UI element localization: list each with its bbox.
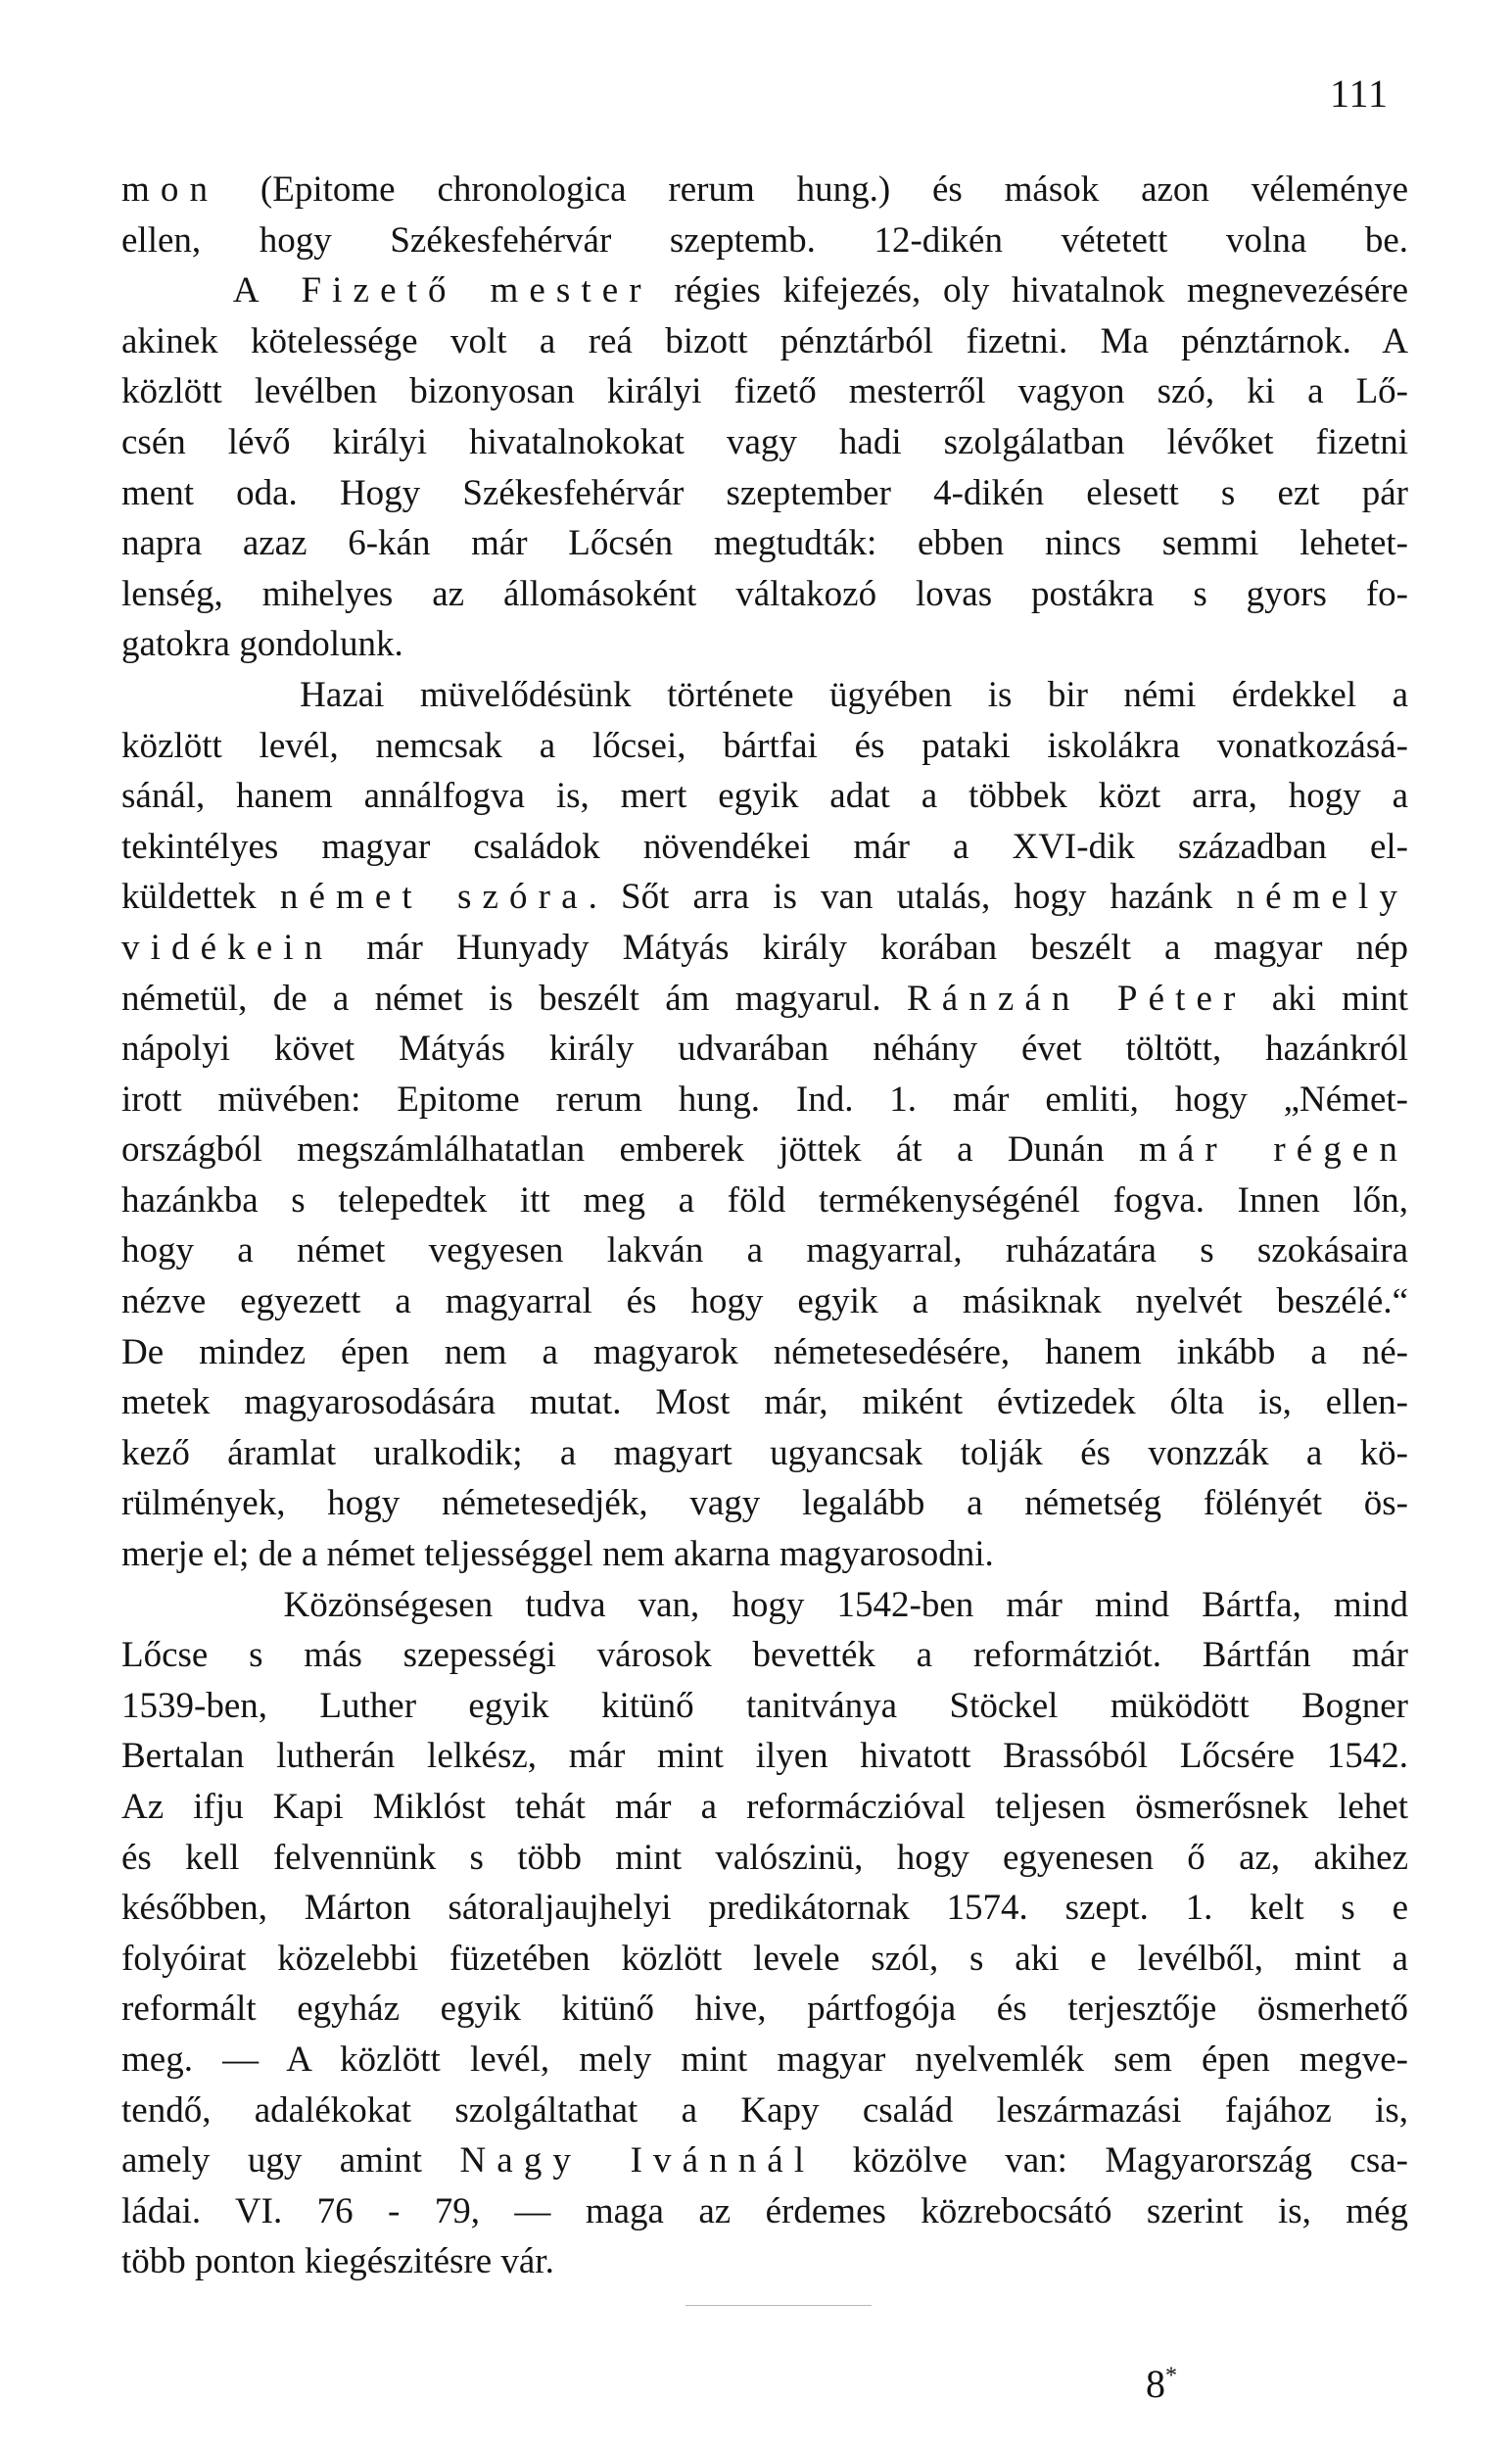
text-line: nápolyi követ Mátyás király udvarában néhány évet töltött, hazánkról — [121, 1029, 1408, 1070]
text-line: küldettek német szóra. Sőt arra is van utalás, hogy hazánk némely — [121, 877, 1408, 918]
signature-number: 8 — [1146, 2362, 1165, 2406]
text-line: lenség, mihelyes az állomásoként váltakozó lovas postákra s gyors fo- — [121, 573, 1408, 614]
text-line: Közönségesen tudva van, hogy 1542-ben már mind Bártfa, mind — [121, 1584, 1408, 1625]
body-text — [121, 165, 1408, 2287]
text-line: közlött levél, nemcsak a lőcsei, bártfai és pataki iskolákra vonatkozásá- — [121, 725, 1408, 766]
text-line: 1539-ben, Luther egyik kitünő tanitványa Stöckel müködött Bogner — [121, 1685, 1408, 1726]
text-line: irott müvében: Epitome rerum hung. Ind. 1. már emliti, hogy „Német- — [121, 1079, 1408, 1120]
text-line: tekintélyes magyar családok növendékei már a XVI-dik században el- — [121, 826, 1408, 867]
text-line: sánál, hanem annálfogva is, mert egyik adat a többek közt arra, hogy a — [121, 776, 1408, 817]
text-line: hazánkba s telepedtek itt meg a föld termékenységénél fogva. Innen lőn, — [121, 1179, 1408, 1221]
text-line: Az ifju Kapi Miklóst tehát már a reformáczióval teljesen ösmerősnek lehet — [121, 1787, 1408, 1827]
signature-star: * — [1165, 2363, 1177, 2389]
text-line: közlött levélben bizonyosan királyi fizető mesterről vagyon szó, ki a Lő- — [121, 371, 1408, 412]
text-line: metek magyarosodására mutat. Most már, miként évtizedek ólta is, ellen- — [121, 1382, 1408, 1423]
text-line: ládai. VI. 76 - 79, — maga az érdemes közrebocsátó szerint is, még — [121, 2190, 1408, 2231]
page-number: 111 — [1330, 72, 1390, 116]
text-line: későbben, Márton sátoraljaujhelyi predikátornak 1574. szept. 1. kelt s e — [121, 1888, 1408, 1929]
text-line: merje el; de a német teljességgel nem akarna magyarosodni. — [121, 1534, 994, 1575]
text-line: országból megszámlálhatatlan emberek jöttek át a Dunán már régen — [121, 1129, 1408, 1171]
text-line: ellen, hogy Székesfehérvár szeptemb. 12-dikén vétetett volna be. — [121, 219, 1408, 261]
text-line: Hazai müvelődésünk története ügyében is bir némi érdekkel a — [121, 674, 1408, 715]
text-line: akinek kötelessége volt a reá bizott pénztárból fizetni. Ma pénztárnok. A — [121, 320, 1408, 361]
text-line: vidékein már Hunyady Mátyás király korában beszélt a magyar nép — [121, 927, 1408, 968]
text-line: hogy a német vegyesen lakván a magyarral, ruházatára s szokásaira — [121, 1230, 1408, 1271]
text-line: csén lévő királyi hivatalnokokat vagy hadi szolgálatban lévőket fizetni — [121, 421, 1408, 462]
text-line: ment oda. Hogy Székesfehérvár szeptember 4-dikén elesett s ezt pár — [121, 472, 1408, 513]
text-line: Lőcse s más szepességi városok bevették a reformátziót. Bártfán már — [121, 1635, 1408, 1676]
text-line: kező áramlat uralkodik; a magyart ugyancsak tolják és vonzzák a kö- — [121, 1432, 1408, 1473]
text-line: reformált egyház egyik kitünő hive, pártfogója és terjesztője ösmerhető — [121, 1989, 1408, 2030]
text-line: A Fizető mester régies kifejezés, oly hivatalnok megnevezésére — [232, 270, 1408, 312]
text-line: és kell felvennünk s több mint valószinü, hogy egyenesen ő az, akihez — [121, 1837, 1408, 1878]
text-line: több ponton kiegészitésre vár. — [121, 2241, 554, 2282]
text-line: rülmények, hogy németesedjék, vagy legalább a németség fölényét ös- — [121, 1483, 1408, 1524]
text-line: De mindez épen nem a magyarok németesedésére, hanem inkább a né- — [121, 1331, 1408, 1372]
text-line: gatokra gondolunk. — [121, 624, 403, 665]
text-line: nézve egyezett a magyarral és hogy egyik a másiknak nyelvét beszélé.“ — [121, 1281, 1408, 1322]
text-line: folyóirat közelebbi füzetében közlött levele szól, s aki e levélből, mint a — [121, 1938, 1408, 1979]
text-line: meg. — A közlött levél, mely mint magyar nyelvemlék sem épen megve- — [121, 2038, 1408, 2080]
text-line: amely ugy amint Nagy Ivánnál közölve van: Magyarország csa- — [121, 2140, 1408, 2182]
signature-mark — [1146, 2361, 1177, 2407]
text-line: mon (Epitome chronologica rerum hung.) és mások azon véleménye — [121, 169, 1408, 210]
footer-rule — [685, 2305, 872, 2306]
text-line: németül, de a német is beszélt ám magyarul. Ránzán Péter aki mint — [121, 978, 1409, 1019]
text-line: tendő, adalékokat szolgáltathat a Kapy család leszármazási fajához is, — [121, 2089, 1408, 2131]
text-line: Bertalan lutherán lelkész, már mint ilyen hivatott Brassóból Lőcsére 1542. — [121, 1736, 1408, 1777]
text-line: napra azaz 6-kán már Lőcsén megtudták: ebben nincs semmi lehetet- — [121, 523, 1408, 564]
